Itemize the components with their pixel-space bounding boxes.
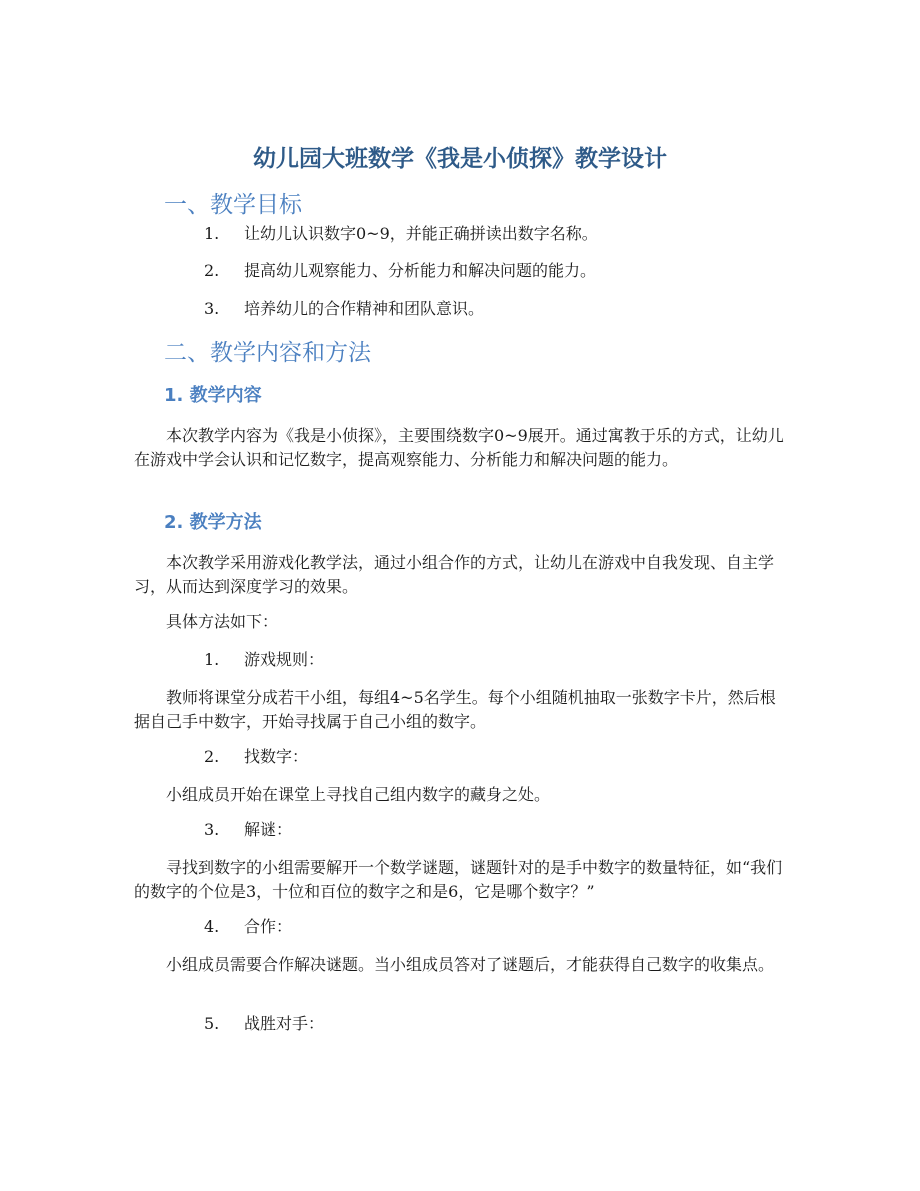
list-item [204, 259, 596, 283]
list-item [204, 297, 484, 321]
step-description: 寻找到数字的小组需要解开一个数学谜题，谜题针对的是手中数字的数量特征，如“我们的数字的个位是3，十位和百位的数字之和是6，它是哪个数字？” [134, 858, 783, 901]
step-description: 小组成员需要合作解决谜题。当小组成员答对了谜题后，才能获得自己数字的收集点。 [166, 955, 775, 974]
list-number: 1. [204, 224, 220, 243]
step-label: 游戏规则： [244, 650, 325, 669]
step-item [204, 745, 308, 769]
section-heading-objectives: 一、教学目标 [164, 192, 302, 218]
step-label: 解谜： [244, 820, 293, 839]
methods-intro: 具体方法如下： [166, 612, 279, 631]
step-description: 小组成员开始在课堂上寻找自己组内数字的藏身之处。 [166, 785, 551, 804]
list-text: 让幼儿认识数字0~9，并能正确拼读出数字名称。 [244, 224, 598, 243]
document-title: 幼儿园大班数学《我是小侦探》教学设计 [253, 146, 667, 172]
step-description: 教师将课堂分成若干小组，每组4~5名学生。每个小组随机抽取一张数字卡片，然后根据自己手中数字，开始寻找属于自己小组的数字。 [134, 688, 776, 731]
step-item [204, 648, 324, 672]
subsection-heading-methods: 2. 教学方法 [164, 512, 262, 533]
list-item [204, 222, 598, 246]
paragraph-content: 本次教学内容为《我是小侦探》，主要围绕数字0~9展开。通过寓教于乐的方式，让幼儿在游戏中学会认识和记忆数字，提高观察能力、分析能力和解决问题的能力。 [134, 426, 784, 469]
list-text: 培养幼儿的合作精神和团队意识。 [244, 299, 485, 318]
step-label: 合作： [244, 917, 293, 936]
step-label: 找数字： [244, 747, 309, 766]
step-number: 5. [204, 1014, 220, 1033]
section-heading-content-methods: 二、教学内容和方法 [164, 340, 371, 366]
step-number: 4. [204, 917, 220, 936]
subsection-heading-content: 1. 教学内容 [164, 385, 262, 406]
paragraph-methods: 本次教学采用游戏化教学法，通过小组合作的方式，让幼儿在游戏中自我发现、自主学习，从而达到深度学习的效果。 [134, 553, 775, 596]
step-number: 1. [204, 650, 220, 669]
step-number: 3. [204, 820, 220, 839]
list-text: 提高幼儿观察能力、分析能力和解决问题的能力。 [244, 261, 597, 280]
step-number: 2. [204, 747, 220, 766]
list-number: 3. [204, 299, 220, 318]
step-label: 战胜对手： [244, 1014, 325, 1033]
step-item [204, 915, 292, 939]
list-number: 2. [204, 261, 220, 280]
step-item [204, 1012, 324, 1036]
step-item [204, 818, 292, 842]
